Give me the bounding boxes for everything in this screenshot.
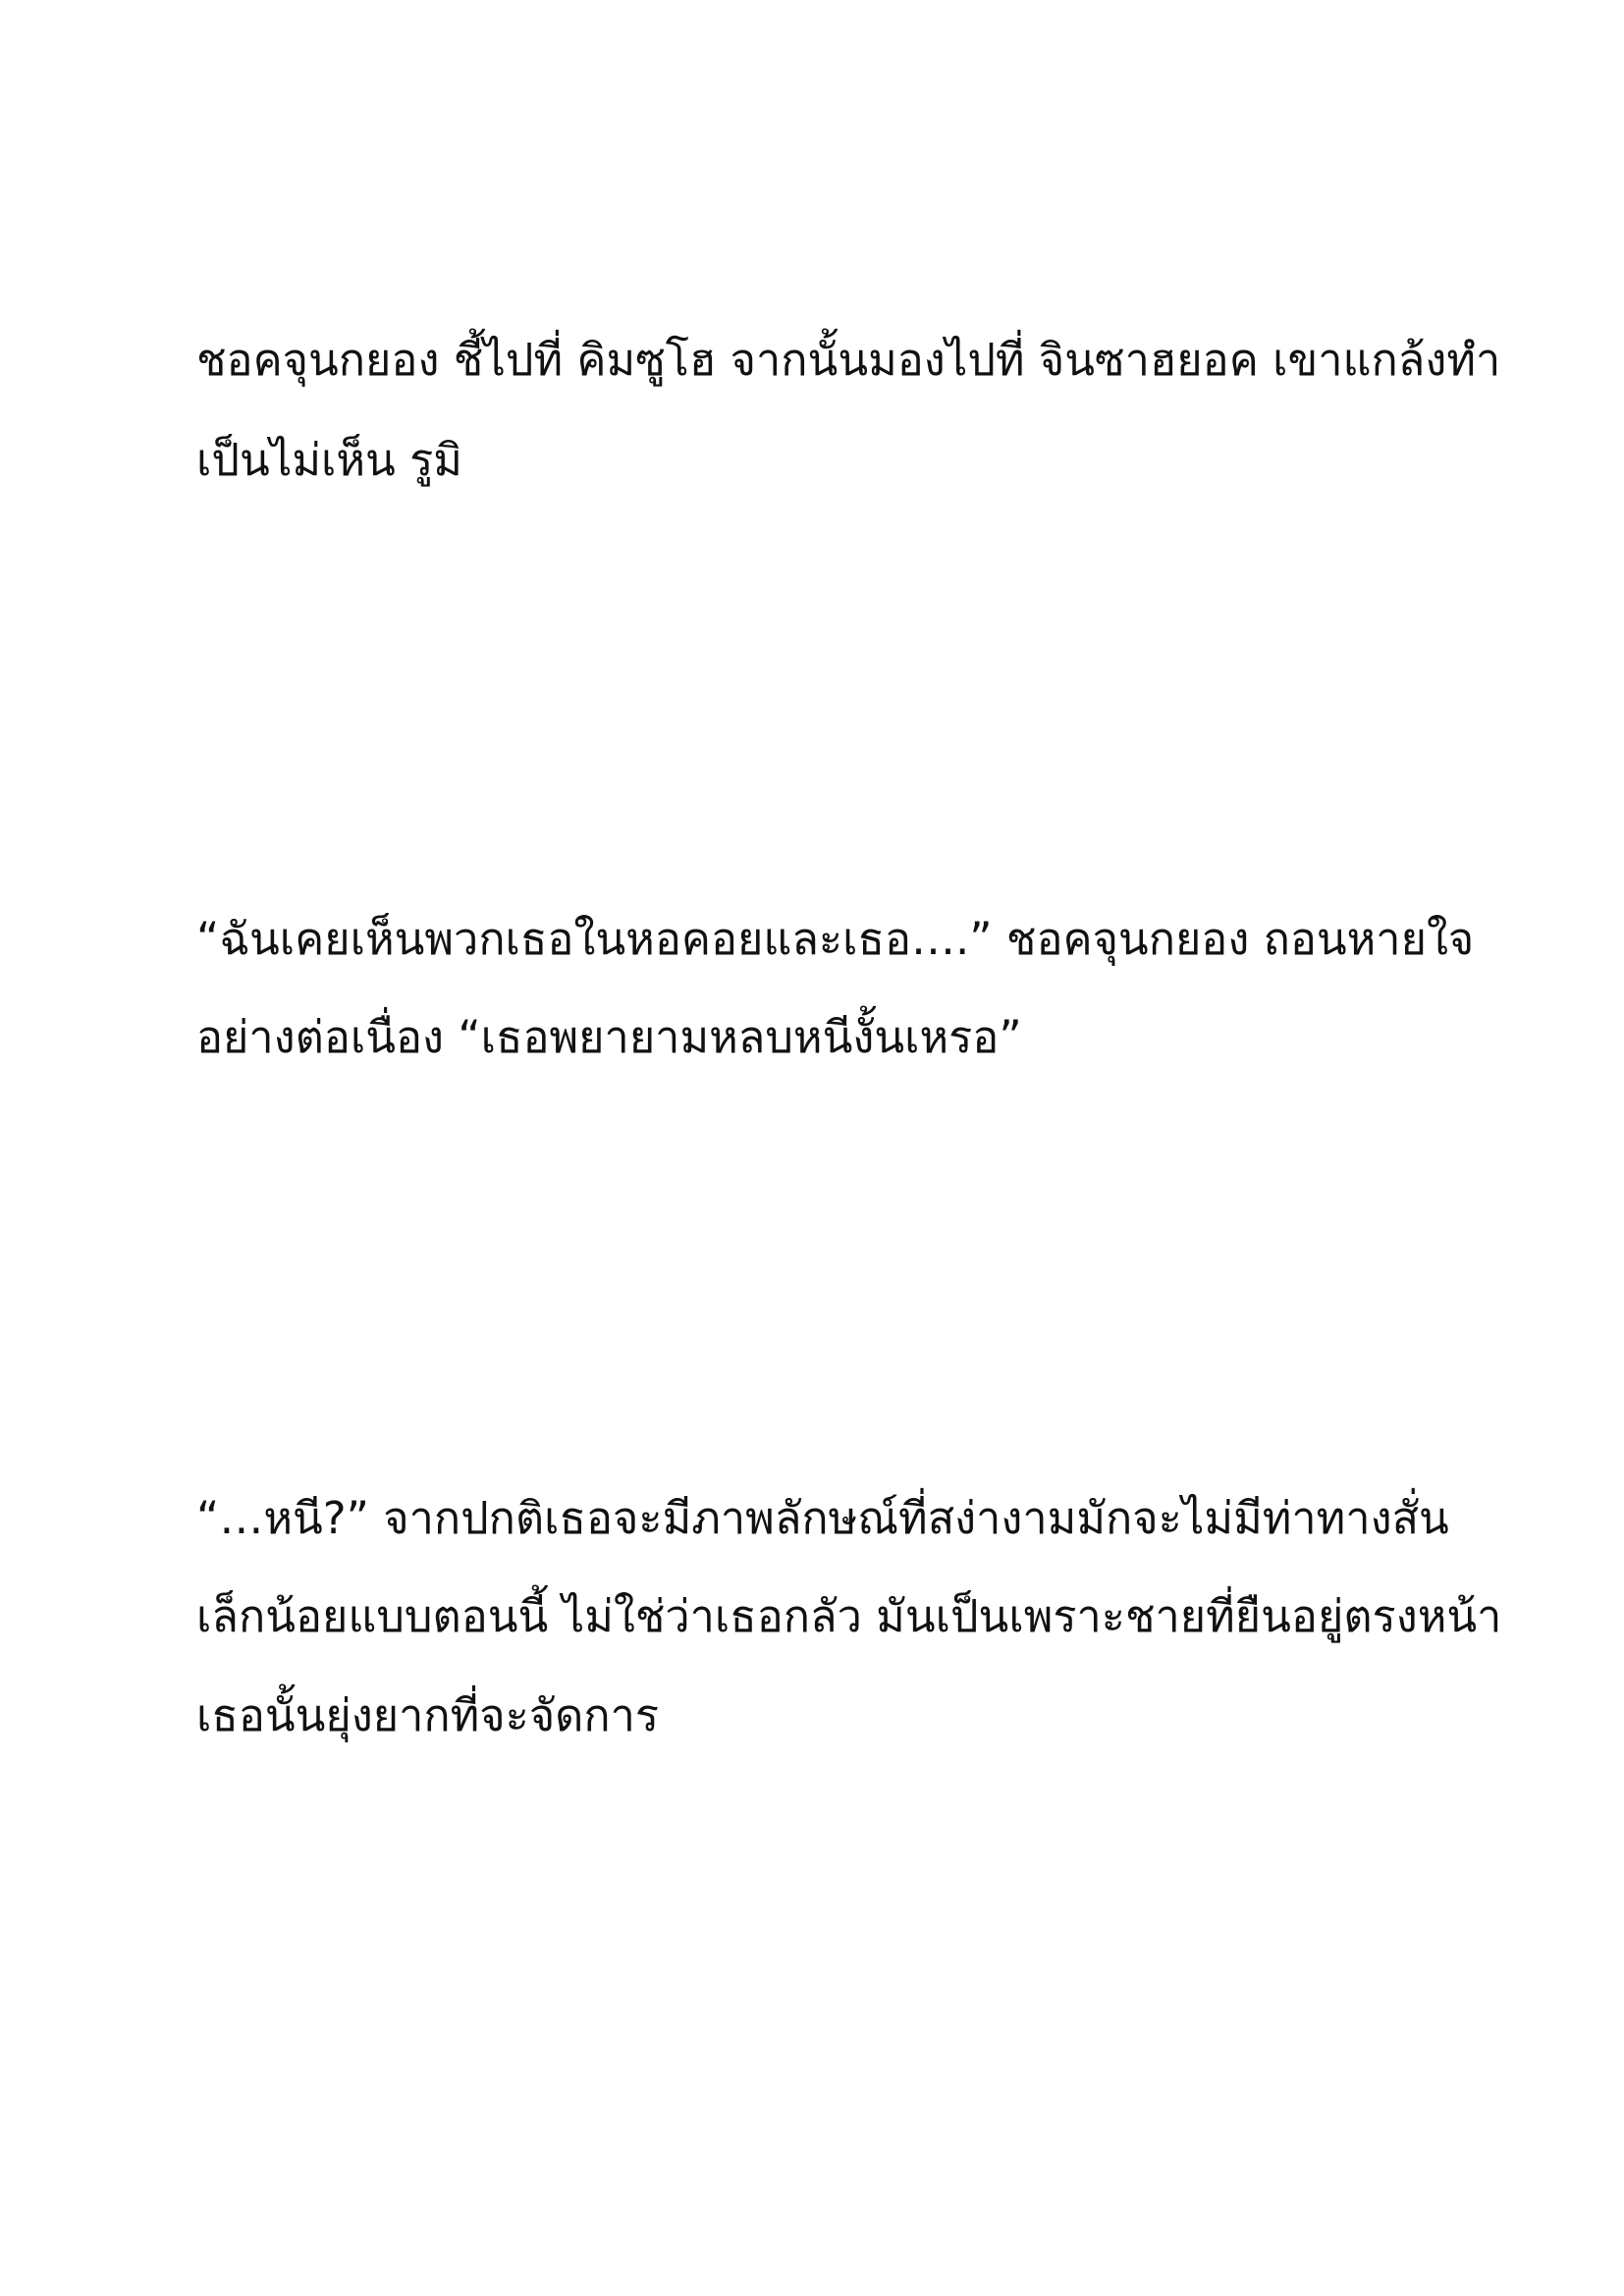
paragraph-line: ชอคจุนกยอง ชี้ไปที่ คิมซูโฮ จากนั้นมองไปที่ จินซาฮยอค เขาแกล้งทำ bbox=[196, 334, 1501, 386]
paragraph-line: “…หนี?” จากปกติเธอจะมีภาพลักษณ์ที่สง่างามมักจะไม่มีท่าทางสั่น bbox=[196, 1492, 1449, 1544]
paragraph-line: เล็กน้อยแบบตอนนี้ ไม่ใช่ว่าเธอกลัว มันเป็นเพราะชายที่ยืนอยู่ตรงหน้า bbox=[196, 1590, 1502, 1642]
paragraph-line: อย่างต่อเนื่อง “เธอพยายามหลบหนีงั้นเหรอ” bbox=[196, 1011, 1022, 1063]
paragraph-line: “ฉันเคยเห็นพวกเธอในหอคอยและเธอ….” ชอคจุนกยอง ถอนหายใจ bbox=[196, 913, 1475, 965]
paragraph-line: เป็นไม่เห็น รูมิ bbox=[196, 434, 462, 486]
paragraph-line: เธอนั้นยุ่งยากที่จะจัดการ bbox=[196, 1689, 660, 1741]
